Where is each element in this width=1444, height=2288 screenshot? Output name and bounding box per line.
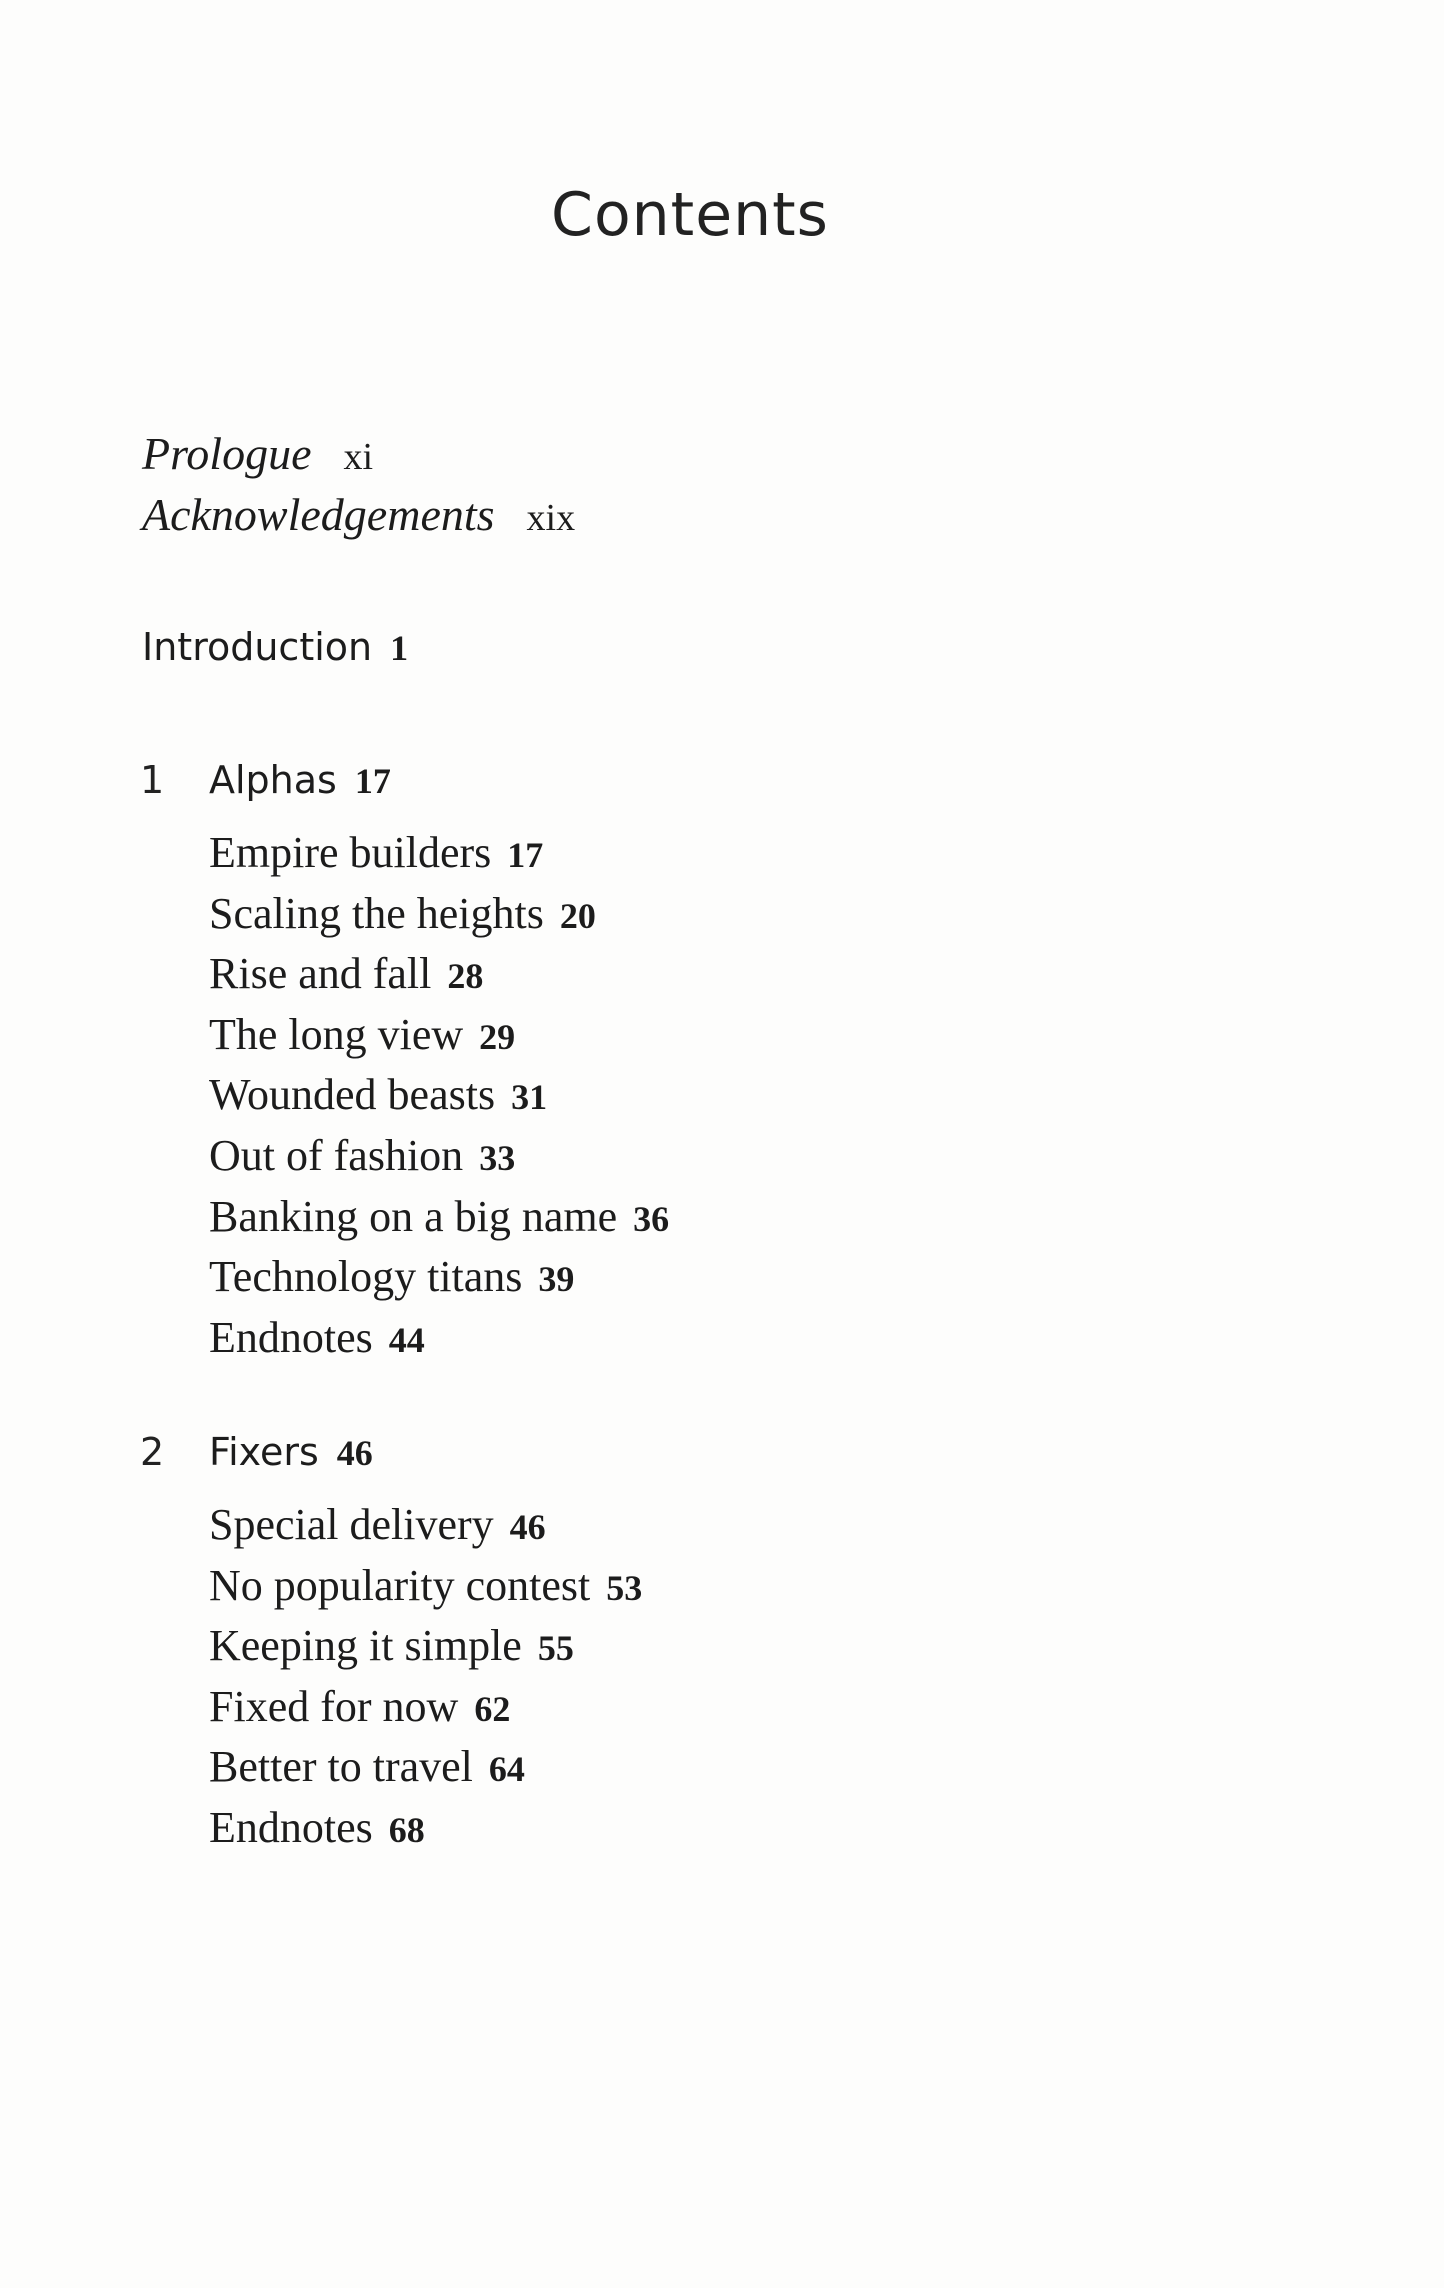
front-matter xyxy=(142,425,575,547)
section-page: 36 xyxy=(633,1198,670,1239)
page-title: Contents xyxy=(551,180,829,250)
section-page: 29 xyxy=(479,1016,516,1057)
toc-entry-introduction xyxy=(142,625,408,669)
toc-section xyxy=(209,885,669,946)
section-title: The long view xyxy=(209,1009,464,1059)
toc-section xyxy=(209,1309,669,1370)
section-title: Rise and fall xyxy=(209,949,432,999)
toc-section xyxy=(209,1678,642,1739)
toc-section xyxy=(209,1557,642,1618)
chapter-heading xyxy=(140,1430,642,1482)
toc-section xyxy=(209,1188,669,1249)
entry-page: xi xyxy=(343,436,374,478)
chapter-number: 1 xyxy=(140,758,165,802)
toc-section xyxy=(209,824,669,885)
section-title: Wounded beasts xyxy=(209,1070,496,1120)
toc-section xyxy=(209,1127,669,1188)
section-page: 31 xyxy=(511,1077,548,1118)
section-page: 17 xyxy=(507,835,544,875)
section-title: Empire builders xyxy=(209,828,492,877)
section-list xyxy=(209,1496,642,1860)
chapter-title: Alphas xyxy=(209,758,337,802)
section-page: 33 xyxy=(479,1137,516,1178)
section-title: Endnotes xyxy=(209,1312,373,1362)
section-page: 39 xyxy=(538,1259,575,1300)
section-title: Keeping it simple xyxy=(209,1621,522,1671)
entry-title: Introduction xyxy=(142,625,373,669)
section-page: 55 xyxy=(537,1628,574,1669)
section-title: Special delivery xyxy=(209,1500,494,1549)
toc-section xyxy=(209,945,669,1006)
toc-section xyxy=(209,1799,642,1860)
toc-section xyxy=(209,1617,642,1678)
section-page: 28 xyxy=(447,956,484,997)
chapter-page: 17 xyxy=(354,761,391,801)
chapter-2 xyxy=(140,1430,642,1860)
section-page: 46 xyxy=(509,1507,546,1547)
toc-section xyxy=(209,1006,669,1067)
toc-section xyxy=(209,1066,669,1127)
chapter-title: Fixers xyxy=(209,1430,319,1474)
toc-section xyxy=(209,1496,642,1557)
section-title: Banking on a big name xyxy=(209,1191,618,1241)
section-page: 62 xyxy=(474,1688,511,1729)
entry-page: 1 xyxy=(390,628,409,668)
section-title: Out of fashion xyxy=(209,1130,464,1180)
entry-title: Acknowledgements xyxy=(142,489,495,540)
section-title: No popularity contest xyxy=(209,1560,591,1610)
chapter-number: 2 xyxy=(140,1430,165,1474)
toc-entry-prologue xyxy=(142,425,575,486)
section-title: Fixed for now xyxy=(209,1681,459,1731)
toc-entry-acknowledgements xyxy=(142,486,575,547)
section-title: Endnotes xyxy=(209,1802,373,1852)
section-list xyxy=(209,824,669,1369)
chapter-1 xyxy=(140,758,669,1369)
toc-section xyxy=(209,1738,642,1799)
section-page: 53 xyxy=(606,1567,643,1608)
chapter-page: 46 xyxy=(336,1433,373,1473)
section-title: Technology titans xyxy=(209,1252,523,1302)
section-title: Better to travel xyxy=(209,1742,473,1792)
section-title: Scaling the heights xyxy=(209,888,544,938)
section-page: 44 xyxy=(388,1319,425,1360)
chapter-heading xyxy=(140,758,669,810)
entry-page: xix xyxy=(526,497,576,539)
entry-title: Prologue xyxy=(142,428,312,479)
section-page: 20 xyxy=(559,895,596,936)
section-page: 64 xyxy=(488,1749,525,1790)
toc-section xyxy=(209,1248,669,1309)
section-page: 68 xyxy=(388,1809,425,1850)
